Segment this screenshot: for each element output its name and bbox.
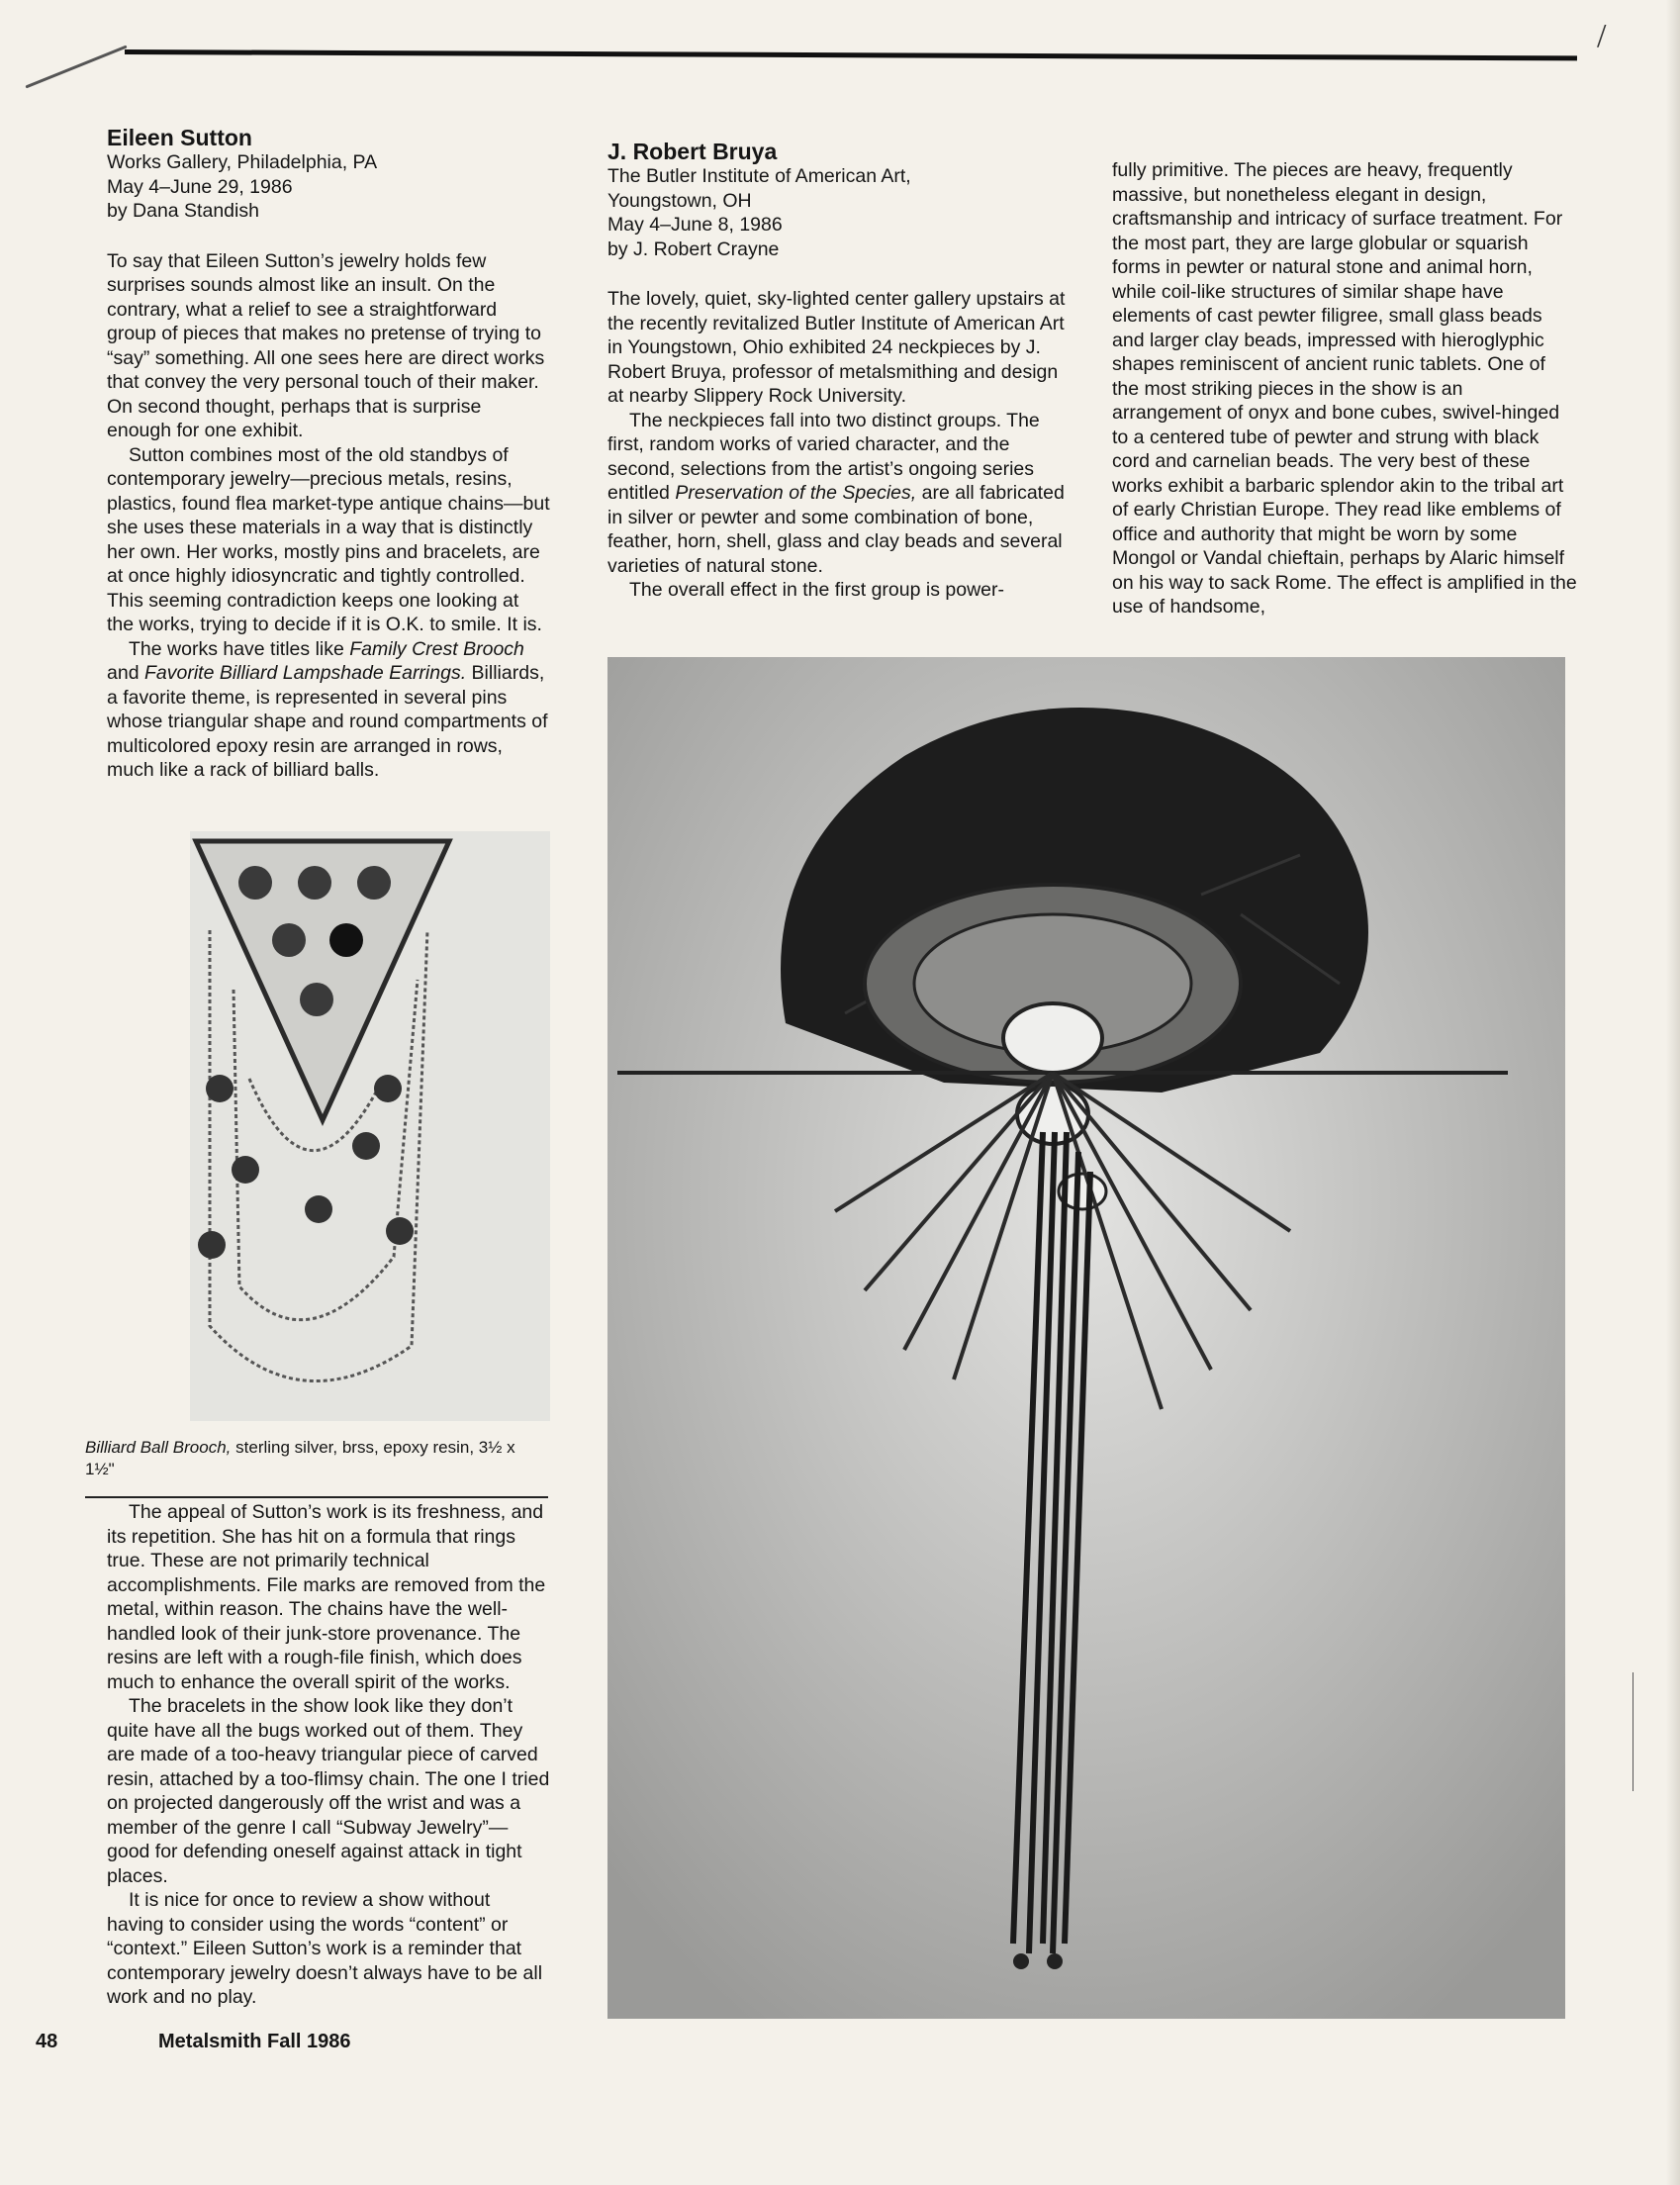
bruya-review [607,139,1076,603]
bruya-paragraph: The overall effect in the first group is power- [629,579,1004,601]
caption-text: sterling silver, brss, epoxy resin, 3½ x 1½" [85,1438,515,1478]
sutton-dates: May 4–June 29, 1986 [107,175,293,198]
sutton-review-bottom [107,1500,550,2010]
billiard-ball-brooch-photo [190,831,550,1421]
bruya-byline: by J. Robert Crayne [607,238,780,260]
corner-pen-mark: / [1597,18,1607,54]
titles-intro: The works have titles like [129,637,344,660]
sutton-paragraph: The bracelets in the show look like they don’t quite have all the bugs worked out of them. They are made of a too-heavy triangular piece of carved resin, attached by a too-flimsy chain. The one I tried on projected dangerously off the wrist and was a member of the genre I call “Subway Jewelry”—good for defending oneself against attack in tight places. [107,1695,550,1887]
bruya-paragraph: The lovely, quiet, sky-lighted center gallery upstairs at the recently revitalized Butler Institute of American Art in Youngstown, Ohio exhibited 24 neckpieces by J. Robert Bruya, professor of metalsmithing and design at nearby Slippery Rock University. [607,288,1066,407]
sutton-paragraph: To say that Eileen Sutton’s jewelry holds few surprises sounds almost like an insult. On the contrary, what a relief to see a straightforward group of pieces that makes no pretense of trying to “say” something. All one sees here are direct works that convey the very personal touch of their maker. On second thought, perhaps that is surprise enough for one exhibit. [107,249,545,441]
bruya-paragraph [607,409,1076,579]
billiards-text: Billiards, a favorite theme, is represented in several pins whose triangular shape and round compartments of multicolored epoxy resin are arranged in rows, much like a rack of billiard balls. [107,662,548,781]
sutton-paragraph: The appeal of Sutton’s work is its freshness, and its repetition. She has hit on a formula that rings true. These are not primarily technical accomplishments. File marks are removed from the metal, within reason. The chains have the well-handled look of their junk-store provenance. The resins are left with a rough-file finish, which does much to enhance the overall spirit of the works. [107,1501,546,1693]
sutton-paragraph: It is nice for once to review a show without having to consider using the words “content” or “context.” Eileen Sutton’s work is a reminder that contemporary jewelry doesn’t always have to be all work and no play. [107,1889,543,2008]
header-rule [125,49,1577,60]
bruya-review-title: J. Robert Bruya [607,139,778,164]
bruya-venue-line1: The Butler Institute of American Art, [607,165,911,187]
page-number: 48 [36,2031,58,2052]
neckpiece-photo [607,657,1565,2019]
sutton-venue: Works Gallery, Philadelphia, PA [107,151,378,173]
series-title: Preservation of the Species, [675,482,917,504]
brooch-photo-caption [85,1437,548,1480]
bruya-review-continued [1112,158,1577,619]
p2-after: are all fabricated in silver or pewter and some combination of bone, feather, horn, shell, glass and clay beads and several varieties of natural stone. [607,482,1065,577]
caption-title: Billiard Ball Brooch, [85,1438,232,1457]
caption-rule [85,1496,548,1498]
sutton-review-top [107,125,550,783]
bruya-body [607,287,1076,603]
titles-joiner: and [107,662,140,684]
sutton-body-top [107,249,550,783]
sutton-review-title: Eileen Sutton [107,125,252,150]
bruya-dates: May 4–June 8, 1986 [607,214,783,236]
p2-before: The neckpieces fall into two distinct groups. The first, random works of varied character, and the second, selections from the artist’s ongoing series entitled [607,409,1040,504]
sutton-paragraph: Sutton combines most of the old standbys of contemporary jewelry—precious metals, resins, plastics, found flea market-type antique chains—but she uses these materials in a way that is distinctly her own. Her works, mostly pins and bracelets, are at once highly idiosyncratic and tightly controlled. This seeming contradiction keeps one looking at the works, trying to decide if it is O.K. to smile. It is. [107,443,550,635]
magazine-footer: Metalsmith Fall 1986 [158,2031,351,2052]
sutton-byline: by Dana Standish [107,200,259,222]
bruya-venue-line2: Youngstown, OH [607,189,752,212]
staple-mark [25,46,127,89]
page-edge-shadow [1666,0,1680,2185]
bruya-paragraph: fully primitive. The pieces are heavy, frequently massive, but nonetheless elegant in design, craftsmanship and intricacy of surface treatment. For the most part, they are large globular or squarish forms in pewter or natural stone and animal horn, while coil-like structures of similar shape have elements of cast pewter filigree, small glass beads and larger clay beads, impressed with hieroglyphic shapes reminiscent of ancient runic tablets. One of the most striking pieces in the show is an arrangement of onyx and bone cubes, swivel-hinged to a centered tube of pewter and strung with black cord and carnelian beads. The very best of these works exhibit a barbaric splendor akin to the tribal art of early Christian Europe. They read like emblems of office and authority that might be worn by some Mongol or Vandal chieftain, perhaps by Alaric himself on his way to sack Rome. The effect is amplified in the use of handsome, [1112,159,1577,618]
work-title: Family Crest Brooch [349,637,524,660]
work-title: Favorite Billiard Lampshade Earrings. [143,662,467,684]
sutton-paragraph [107,637,550,783]
